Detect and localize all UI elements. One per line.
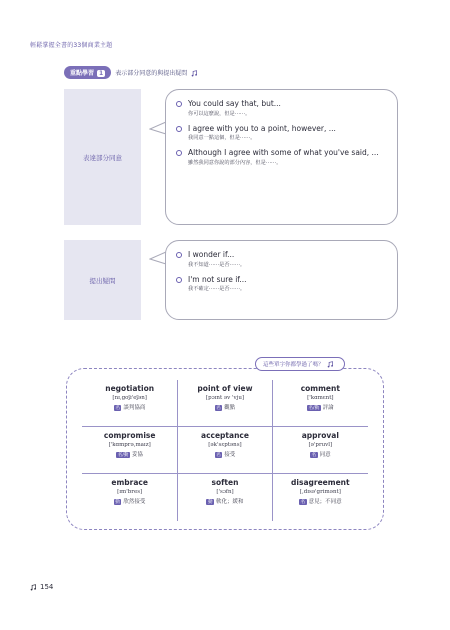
vocab-grid bbox=[82, 380, 368, 521]
vocab-ipa: ['kɑmprə,maɪz] bbox=[108, 442, 151, 448]
vocab-meaning-row bbox=[273, 403, 368, 411]
vocab-word: disagreement bbox=[291, 478, 350, 487]
vocab-word: embrace bbox=[111, 478, 148, 487]
page-footer bbox=[30, 583, 53, 591]
vocab-item bbox=[82, 474, 177, 521]
section-badge-number: 1 bbox=[99, 70, 104, 77]
vocab-meaning-row bbox=[273, 450, 368, 458]
vocab-meaning-row bbox=[82, 450, 177, 458]
vocab-word: negotiation bbox=[105, 384, 155, 393]
part-of-speech-badge: 名/動 bbox=[308, 405, 320, 411]
section-title-text: 表示部分同意的與提出疑問 bbox=[115, 70, 188, 77]
vocab-meaning: 同意 bbox=[319, 452, 331, 458]
vocab-meaning-row bbox=[82, 403, 177, 411]
phrase-item bbox=[176, 148, 387, 167]
page-header: 輕鬆掌握全書的33個商業主題 bbox=[30, 42, 113, 49]
vocab-item bbox=[273, 380, 368, 427]
part-of-speech-badge: 名/動 bbox=[117, 452, 129, 458]
part-of-speech-badge: 名 bbox=[216, 405, 221, 411]
section-badge-label: 重點學習 bbox=[70, 70, 95, 77]
vocab-meaning: 觀點 bbox=[224, 405, 236, 411]
vocab-word: point of view bbox=[197, 384, 253, 393]
phrase-item bbox=[176, 250, 387, 269]
vocab-meaning-row bbox=[178, 450, 271, 458]
vocab-meaning: 接受 bbox=[224, 452, 236, 458]
vocab-meaning: 意見；不同意 bbox=[308, 499, 342, 505]
section-badge bbox=[64, 66, 111, 79]
part-of-speech-badge: 名 bbox=[216, 452, 221, 458]
phrase-english: Although I agree with some of what you've said, ... bbox=[188, 148, 379, 157]
music-note-icon[interactable] bbox=[327, 361, 334, 368]
part-of-speech-badge: 名 bbox=[115, 405, 120, 411]
part-of-speech-badge: 名 bbox=[311, 452, 317, 458]
page-number: 154 bbox=[40, 583, 54, 591]
phrase-chinese: 雖然我同意你說的部分內容，但是⋯⋯。 bbox=[188, 159, 282, 166]
vocab-meaning-row bbox=[178, 403, 271, 411]
vocab-ipa: [nɪ,goʃɪ'eʃən] bbox=[112, 395, 147, 401]
vocab-word: soften bbox=[211, 478, 239, 487]
vocab-ipa: [pɔɪnt əv 'vju] bbox=[205, 395, 245, 401]
section-title-row bbox=[64, 66, 201, 79]
phrase-english: I wonder if... bbox=[188, 250, 235, 259]
group-label-text: 提出疑問 bbox=[89, 276, 116, 285]
phrase-chinese: 我不確定⋯⋯是否⋯⋯。 bbox=[188, 286, 246, 292]
phrase-english: I'm not sure if... bbox=[188, 274, 247, 284]
vocab-word: comment bbox=[300, 384, 340, 393]
group-label-partial-agree bbox=[64, 89, 141, 225]
bullet-circle-icon bbox=[176, 101, 182, 107]
section-title bbox=[115, 68, 201, 77]
phrase-bubble-raise-question bbox=[165, 240, 398, 320]
vocab-ipa: ['sɔfn] bbox=[216, 489, 234, 495]
phrase-english: You could say that, but... bbox=[188, 99, 281, 108]
vocab-item bbox=[177, 427, 272, 474]
phrase-chinese: 你可以這麼說，但是⋯⋯。 bbox=[188, 110, 251, 117]
phrase-english: I agree with you to a point, however, ... bbox=[188, 123, 336, 133]
vocab-item bbox=[177, 474, 272, 521]
part-of-speech-badge: 名 bbox=[300, 499, 306, 505]
vocab-ipa: [ɪm'bres] bbox=[117, 489, 143, 495]
vocab-ipa: ['kɑmɛnt] bbox=[307, 395, 334, 401]
vocab-item bbox=[177, 380, 272, 427]
vocab-meaning-row bbox=[82, 497, 177, 505]
vocab-meaning: 軟化；緩和 bbox=[215, 499, 244, 505]
vocab-meaning: 妥協 bbox=[131, 452, 143, 458]
music-note-icon[interactable] bbox=[30, 584, 37, 591]
vocab-ipa: [ək'sɛptəns] bbox=[208, 442, 242, 448]
vocab-word: acceptance bbox=[201, 431, 249, 440]
vocab-item bbox=[82, 380, 177, 427]
vocab-meaning: 欣然接受 bbox=[123, 499, 146, 505]
vocab-tag bbox=[255, 357, 345, 371]
part-of-speech-badge: 動 bbox=[207, 499, 213, 505]
part-of-speech-badge: 動 bbox=[115, 499, 120, 505]
phrase-item bbox=[176, 99, 387, 118]
bullet-circle-icon bbox=[176, 150, 182, 156]
vocab-meaning-row bbox=[178, 497, 271, 505]
vocab-meaning: 談判協商 bbox=[123, 405, 146, 411]
vocab-item bbox=[82, 427, 177, 474]
phrase-item bbox=[176, 124, 387, 143]
vocab-meaning: 評論 bbox=[322, 405, 334, 411]
vocab-item bbox=[273, 427, 368, 474]
group-label-raise-question bbox=[64, 240, 141, 320]
phrase-item bbox=[176, 275, 387, 294]
vocab-ipa: [,dɪsə'grimənt] bbox=[299, 489, 341, 495]
group-label-text: 表達部分同意 bbox=[83, 153, 122, 162]
bullet-circle-icon bbox=[176, 252, 182, 258]
phrase-bubble-partial-agree bbox=[165, 89, 398, 225]
phrase-chinese: 我不知道⋯⋯是否⋯⋯。 bbox=[188, 261, 246, 268]
vocab-meaning-row bbox=[273, 497, 368, 505]
bullet-circle-icon bbox=[176, 277, 182, 283]
music-note-icon[interactable] bbox=[191, 70, 198, 77]
vocab-word: compromise bbox=[103, 431, 156, 440]
phrase-chinese: 我同意一點這個，但是⋯⋯。 bbox=[188, 135, 256, 141]
vocab-tag-text: 這些單字你都學過了嗎？ bbox=[263, 362, 324, 368]
bullet-circle-icon bbox=[176, 126, 182, 132]
vocab-ipa: [ə'pruvl] bbox=[308, 442, 333, 448]
vocab-word: approval bbox=[301, 431, 339, 440]
vocab-item bbox=[273, 474, 368, 521]
